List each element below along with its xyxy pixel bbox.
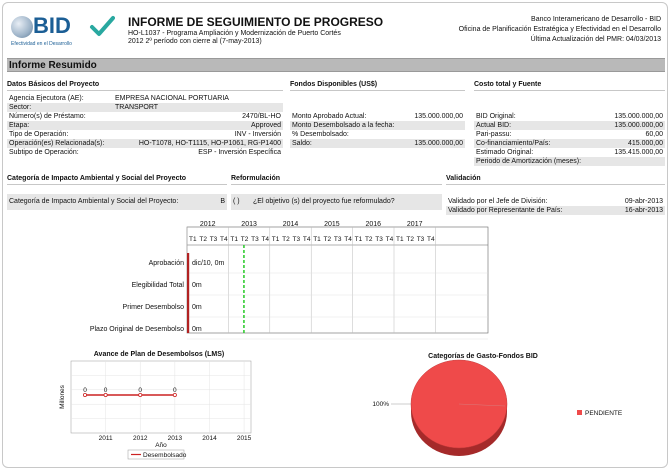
x-tick-label: 2013 — [167, 435, 183, 442]
funds-heading: Fondos Disponibles (US$) — [290, 81, 465, 91]
quarter-label: T4 — [385, 236, 394, 243]
point-label: 0 — [103, 387, 108, 394]
basic-data-label: Etapa: — [9, 122, 30, 129]
reform-heading: Reformulación — [231, 175, 442, 185]
office-name: Oficina de Planificación Estratégica y Efectividad en el Desarrollo — [458, 26, 661, 33]
x-tick-label: 2015 — [236, 435, 252, 442]
quarter-label: T4 — [220, 236, 228, 243]
quarter-label: T4 — [302, 236, 311, 243]
quarter-label: T1 — [313, 236, 321, 243]
disbursement-chart-title: Avance de Plan de Desembolsos (LMS) — [93, 351, 225, 358]
quarter-label: T3 — [209, 236, 218, 243]
basic-data-value: Approved — [251, 122, 281, 129]
cost-heading: Costo total y Fuente — [474, 81, 665, 91]
milestone-label: Aprobación — [148, 260, 184, 267]
impact-label: Categoría de Impacto Ambiental y Social del Proyecto: — [9, 198, 179, 205]
cost-label: Pari-passu: — [476, 131, 512, 138]
basic-data-label: Número(s) de Préstamo: — [9, 113, 86, 120]
quarter-label: T4 — [261, 236, 270, 243]
institution-name: Banco Interamericano de Desarrollo - BID — [531, 16, 661, 23]
basic-data-label: Subtipo de Operación: — [9, 149, 79, 156]
quarter-label: T3 — [292, 236, 301, 243]
period-line: 2012 2º período con cierre al (7-may-2013) — [128, 38, 262, 45]
basic-data-label: Agencia Ejecutora (AE): — [9, 95, 84, 102]
basic-data-value: TRANSPORT — [115, 104, 159, 111]
point-label: 0 — [173, 387, 177, 394]
quarter-label: T2 — [199, 236, 207, 243]
reform-checkbox: ( ) — [233, 198, 240, 205]
milestone-label: Plazo Original de Desembolso — [89, 326, 184, 333]
basic-data-value: HO-T1078, HO-T1115, HO-P1061, RG-P1400 — [138, 140, 281, 147]
cost-value: 135.000.000,00 — [614, 122, 663, 129]
milestone-label: Elegibilidad Total — [131, 282, 184, 289]
milestone-value: dic/10, 0m — [192, 260, 225, 267]
cost-label: Actual BID: — [476, 122, 512, 129]
year-label: 2016 — [365, 221, 382, 228]
cost-value: 135.000.000,00 — [614, 113, 663, 120]
quarter-label: T2 — [282, 236, 290, 243]
report-page — [2, 2, 668, 468]
legend-swatch — [577, 410, 582, 415]
quarter-label: T3 — [416, 236, 425, 243]
logo-tagline: Efectividad en el Desarrollo — [11, 41, 72, 47]
validation-value: 16-abr-2013 — [624, 207, 663, 214]
y-axis-label: Millones — [59, 385, 66, 409]
funds-label: Monto Aprobado Actual: — [292, 113, 367, 120]
quarter-label: T1 — [354, 236, 363, 243]
quarter-label: T2 — [240, 236, 249, 243]
cost-value: 135.415.000,00 — [614, 149, 663, 156]
basic-data-label: Sector: — [9, 104, 32, 111]
basic-data-value: ESP - Inversión Específica — [198, 149, 281, 156]
funds-label: Monto Desembolsado a la fecha: — [292, 122, 395, 129]
quarter-label: T1 — [396, 236, 404, 243]
quarter-label: T3 — [251, 236, 259, 243]
cost-label: Periodo de Amortización (meses): — [476, 158, 582, 165]
cost-label: BID Original: — [476, 113, 516, 120]
funds-label: % Desembolsado: — [292, 131, 349, 138]
milestone-label: Primer Desembolso — [122, 304, 184, 311]
quarter-label: T3 — [333, 236, 342, 243]
quarter-label: T2 — [406, 236, 414, 243]
x-axis-label: Año — [155, 442, 167, 449]
cost-label: Estimado Original: — [476, 149, 534, 156]
basic-data-label: Operación(es) Relacionada(s): — [9, 140, 105, 147]
basic-data-heading: Datos Básicos del Proyecto — [7, 81, 283, 91]
basic-data-label: Tipo de Operación: — [9, 131, 69, 138]
last-update: Última Actualización del PMR: 04/03/2013 — [530, 36, 661, 43]
x-tick-label: 2014 — [202, 435, 217, 442]
legend-label: Desembolsado — [143, 452, 187, 459]
validation-label: Validado por Representante de País: — [448, 207, 563, 214]
project-line: HO-L1037 - Programa Ampliación y Modernización de Puerto Cortés — [128, 30, 341, 37]
spending-chart-title: Categorías de Gasto-Fondos BID — [428, 353, 538, 360]
impact-value: B — [220, 198, 225, 205]
quarter-label: T1 — [189, 236, 197, 243]
funds-value: 135.000.000,00 — [414, 140, 463, 147]
legend-label: PENDIENTE — [585, 410, 623, 417]
validation-heading: Validación — [446, 175, 665, 185]
year-label: 2017 — [406, 221, 423, 228]
summary-title: Informe Resumido — [9, 60, 97, 71]
logo-text: BID — [33, 13, 71, 38]
quarter-label: T3 — [375, 236, 383, 243]
year-label: 2015 — [324, 221, 340, 228]
cost-value: 415.000,00 — [627, 140, 663, 147]
milestone-value: 0m — [192, 304, 202, 311]
basic-data-value: 2470/BL-HO — [242, 113, 281, 120]
pie-percent-label: 100% — [372, 401, 389, 408]
quarter-label: T1 — [230, 236, 238, 243]
quarter-label: T2 — [364, 236, 373, 243]
milestone-value: 0m — [192, 282, 202, 289]
funds-value: 135.000.000,00 — [414, 113, 463, 120]
quarter-label: T4 — [427, 236, 435, 243]
cost-value: 60,00 — [645, 131, 663, 138]
year-label: 2012 — [199, 221, 216, 228]
year-label: 2014 — [282, 221, 299, 228]
quarter-label: T2 — [323, 236, 332, 243]
point-label: 0 — [83, 387, 87, 394]
quarter-label: T1 — [271, 236, 280, 243]
quarter-label: T4 — [344, 236, 352, 243]
point-label: 0 — [138, 387, 143, 394]
validation-label: Validado por el Jefe de División: — [448, 198, 548, 205]
cost-label: Co-financiamiento/País: — [476, 140, 551, 147]
impact-heading: Categoría de Impacto Ambiental y Social del Proyecto — [7, 175, 227, 185]
reform-question: ¿El objetivo (s) del proyecto fue reformulado? — [253, 198, 395, 205]
milestone-value: 0m — [192, 326, 202, 333]
basic-data-value: INV - Inversión — [234, 131, 281, 138]
spending-pie-chart — [2, 2, 668, 468]
validation-value: 09-abr-2013 — [624, 198, 663, 205]
year-label: 2013 — [241, 221, 257, 228]
funds-label: Saldo: — [292, 140, 312, 147]
basic-data-value: EMPRESA NACIONAL PORTUARIA — [115, 95, 229, 102]
x-tick-label: 2011 — [98, 435, 113, 442]
x-tick-label: 2012 — [132, 435, 148, 442]
report-title: INFORME DE SEGUIMIENTO DE PROGRESO — [128, 15, 384, 29]
